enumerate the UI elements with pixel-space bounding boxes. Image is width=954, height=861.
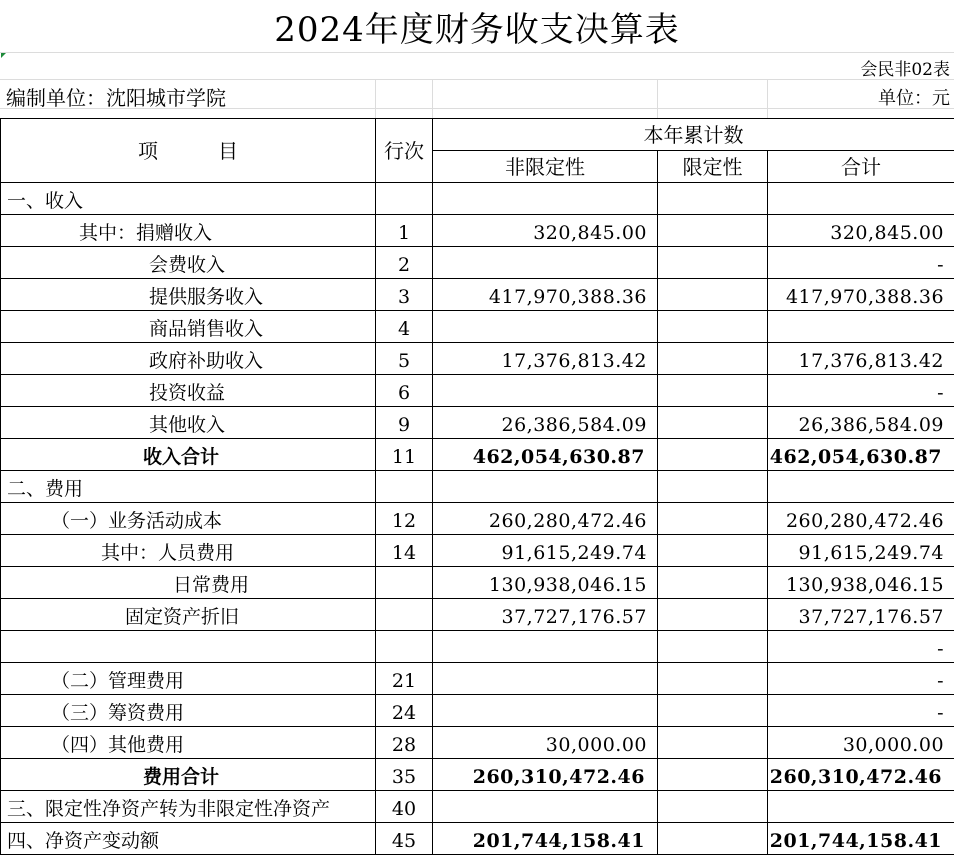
form-number: 会民非02表 (860, 60, 950, 80)
row-unrestricted (433, 311, 658, 343)
row-name: （三）筹资费用 (1, 695, 376, 727)
row-restricted (658, 471, 768, 503)
row-unrestricted: 260,280,472.46 (433, 503, 658, 535)
table-row (1, 567, 954, 599)
row-total: 320,845.00 (768, 215, 954, 247)
row-name: 其中：人员费用 (1, 535, 376, 567)
row-line (376, 471, 433, 503)
table-row (1, 279, 954, 311)
gridline (432, 79, 433, 118)
row-line: 1 (376, 215, 433, 247)
table-row (1, 727, 954, 759)
row-total: 37,727,176.57 (768, 599, 954, 631)
row-unrestricted: 17,376,813.42 (433, 343, 658, 375)
row-unrestricted: 260,310,472.46 (433, 759, 658, 791)
row-line: 9 (376, 407, 433, 439)
row-restricted (658, 279, 768, 311)
gridline (767, 79, 768, 118)
row-total: 130,938,046.15 (768, 567, 954, 599)
row-unrestricted: 320,845.00 (433, 215, 658, 247)
row-line: 6 (376, 375, 433, 407)
row-line: 5 (376, 343, 433, 375)
table-row (1, 247, 954, 279)
header-ytd: 本年累计数 (433, 119, 954, 151)
row-restricted (658, 311, 768, 343)
row-line: 28 (376, 727, 433, 759)
row-unrestricted: 37,727,176.57 (433, 599, 658, 631)
row-line: 24 (376, 695, 433, 727)
row-restricted (658, 695, 768, 727)
row-line: 14 (376, 535, 433, 567)
row-line: 21 (376, 663, 433, 695)
table-row (1, 663, 954, 695)
row-unrestricted (433, 631, 658, 663)
table-row (1, 535, 954, 567)
row-restricted (658, 375, 768, 407)
table-row (1, 791, 954, 823)
row-unrestricted: 26,386,584.09 (433, 407, 658, 439)
row-line (376, 599, 433, 631)
row-total: 201,744,158.41 (768, 823, 954, 855)
row-line (376, 567, 433, 599)
row-total: 30,000.00 (768, 727, 954, 759)
table-row (1, 183, 954, 215)
income-expense-table (0, 118, 954, 855)
row-name: 政府补助收入 (1, 343, 376, 375)
row-line (376, 183, 433, 215)
row-name: 其他收入 (1, 407, 376, 439)
row-total (768, 311, 954, 343)
row-restricted (658, 759, 768, 791)
row-total: 260,310,472.46 (768, 759, 954, 791)
table-row-total (1, 439, 954, 471)
table-row (1, 375, 954, 407)
row-restricted (658, 599, 768, 631)
table-row (1, 471, 954, 503)
row-line: 11 (376, 439, 433, 471)
row-unrestricted: 462,054,630.87 (433, 439, 658, 471)
row-name: 费用合计 (1, 759, 376, 791)
header-total: 合计 (768, 151, 954, 183)
row-total (768, 791, 954, 823)
table-row (1, 503, 954, 535)
row-total: - (768, 375, 954, 407)
cell-marker (1, 53, 6, 58)
row-restricted (658, 343, 768, 375)
row-unrestricted: 30,000.00 (433, 727, 658, 759)
row-total: - (768, 695, 954, 727)
row-line: 40 (376, 791, 433, 823)
row-line: 45 (376, 823, 433, 855)
row-total: 17,376,813.42 (768, 343, 954, 375)
row-name: 四、净资产变动额 (1, 823, 376, 855)
header-unrestricted: 非限定性 (433, 151, 658, 183)
table-row (1, 311, 954, 343)
row-line: 12 (376, 503, 433, 535)
row-line: 4 (376, 311, 433, 343)
row-unrestricted (433, 663, 658, 695)
row-unrestricted (433, 791, 658, 823)
table-row (1, 631, 954, 663)
row-total: 91,615,249.74 (768, 535, 954, 567)
row-restricted (658, 535, 768, 567)
row-name: 商品销售收入 (1, 311, 376, 343)
row-total: 462,054,630.87 (768, 439, 954, 471)
gridline (375, 79, 376, 118)
row-line: 35 (376, 759, 433, 791)
row-total: 417,970,388.36 (768, 279, 954, 311)
row-unrestricted: 201,744,158.41 (433, 823, 658, 855)
row-name: 收入合计 (1, 439, 376, 471)
row-total: - (768, 631, 954, 663)
row-restricted (658, 631, 768, 663)
row-total: 260,280,472.46 (768, 503, 954, 535)
row-unrestricted (433, 183, 658, 215)
row-restricted (658, 503, 768, 535)
row-name: 提供服务收入 (1, 279, 376, 311)
row-name: （四）其他费用 (1, 727, 376, 759)
row-unrestricted (433, 375, 658, 407)
row-restricted (658, 439, 768, 471)
table-row (1, 407, 954, 439)
table-row (1, 599, 954, 631)
row-total: 26,386,584.09 (768, 407, 954, 439)
row-unrestricted: 417,970,388.36 (433, 279, 658, 311)
row-name: 三、限定性净资产转为非限定性净资产 (1, 791, 376, 823)
row-restricted (658, 407, 768, 439)
currency-unit-label: 单位：元 (878, 88, 950, 109)
row-line: 2 (376, 247, 433, 279)
row-unrestricted: 130,938,046.15 (433, 567, 658, 599)
row-name (1, 631, 376, 663)
table-row (1, 215, 954, 247)
row-restricted (658, 247, 768, 279)
row-line: 3 (376, 279, 433, 311)
row-total (768, 183, 954, 215)
gridline (657, 79, 658, 118)
header-restricted: 限定性 (658, 151, 768, 183)
row-restricted (658, 663, 768, 695)
row-name: 一、收入 (1, 183, 376, 215)
row-line (376, 631, 433, 663)
gridline (0, 52, 954, 53)
row-name: 其中：捐赠收入 (1, 215, 376, 247)
row-restricted (658, 823, 768, 855)
row-unrestricted (433, 471, 658, 503)
header-item: 项 目 (1, 119, 376, 183)
row-restricted (658, 183, 768, 215)
row-restricted (658, 727, 768, 759)
header-line: 行次 (376, 119, 433, 183)
table-row (1, 343, 954, 375)
row-restricted (658, 215, 768, 247)
row-name: 日常费用 (1, 567, 376, 599)
row-total (768, 471, 954, 503)
row-name: （一）业务活动成本 (1, 503, 376, 535)
table-row-total (1, 823, 954, 855)
row-total: - (768, 663, 954, 695)
row-unrestricted: 91,615,249.74 (433, 535, 658, 567)
row-total: - (768, 247, 954, 279)
header-row (1, 119, 954, 151)
row-restricted (658, 791, 768, 823)
row-name: 二、费用 (1, 471, 376, 503)
gridline (0, 79, 954, 80)
table-row-total (1, 759, 954, 791)
row-unrestricted (433, 695, 658, 727)
report-title: 2024年度财务收支决算表 (274, 9, 680, 50)
row-name: （二）管理费用 (1, 663, 376, 695)
table-row (1, 695, 954, 727)
organization-label: 编制单位：沈阳城市学院 (6, 86, 226, 110)
row-name: 固定资产折旧 (1, 599, 376, 631)
row-name: 会费收入 (1, 247, 376, 279)
row-unrestricted (433, 247, 658, 279)
row-restricted (658, 567, 768, 599)
row-name: 投资收益 (1, 375, 376, 407)
